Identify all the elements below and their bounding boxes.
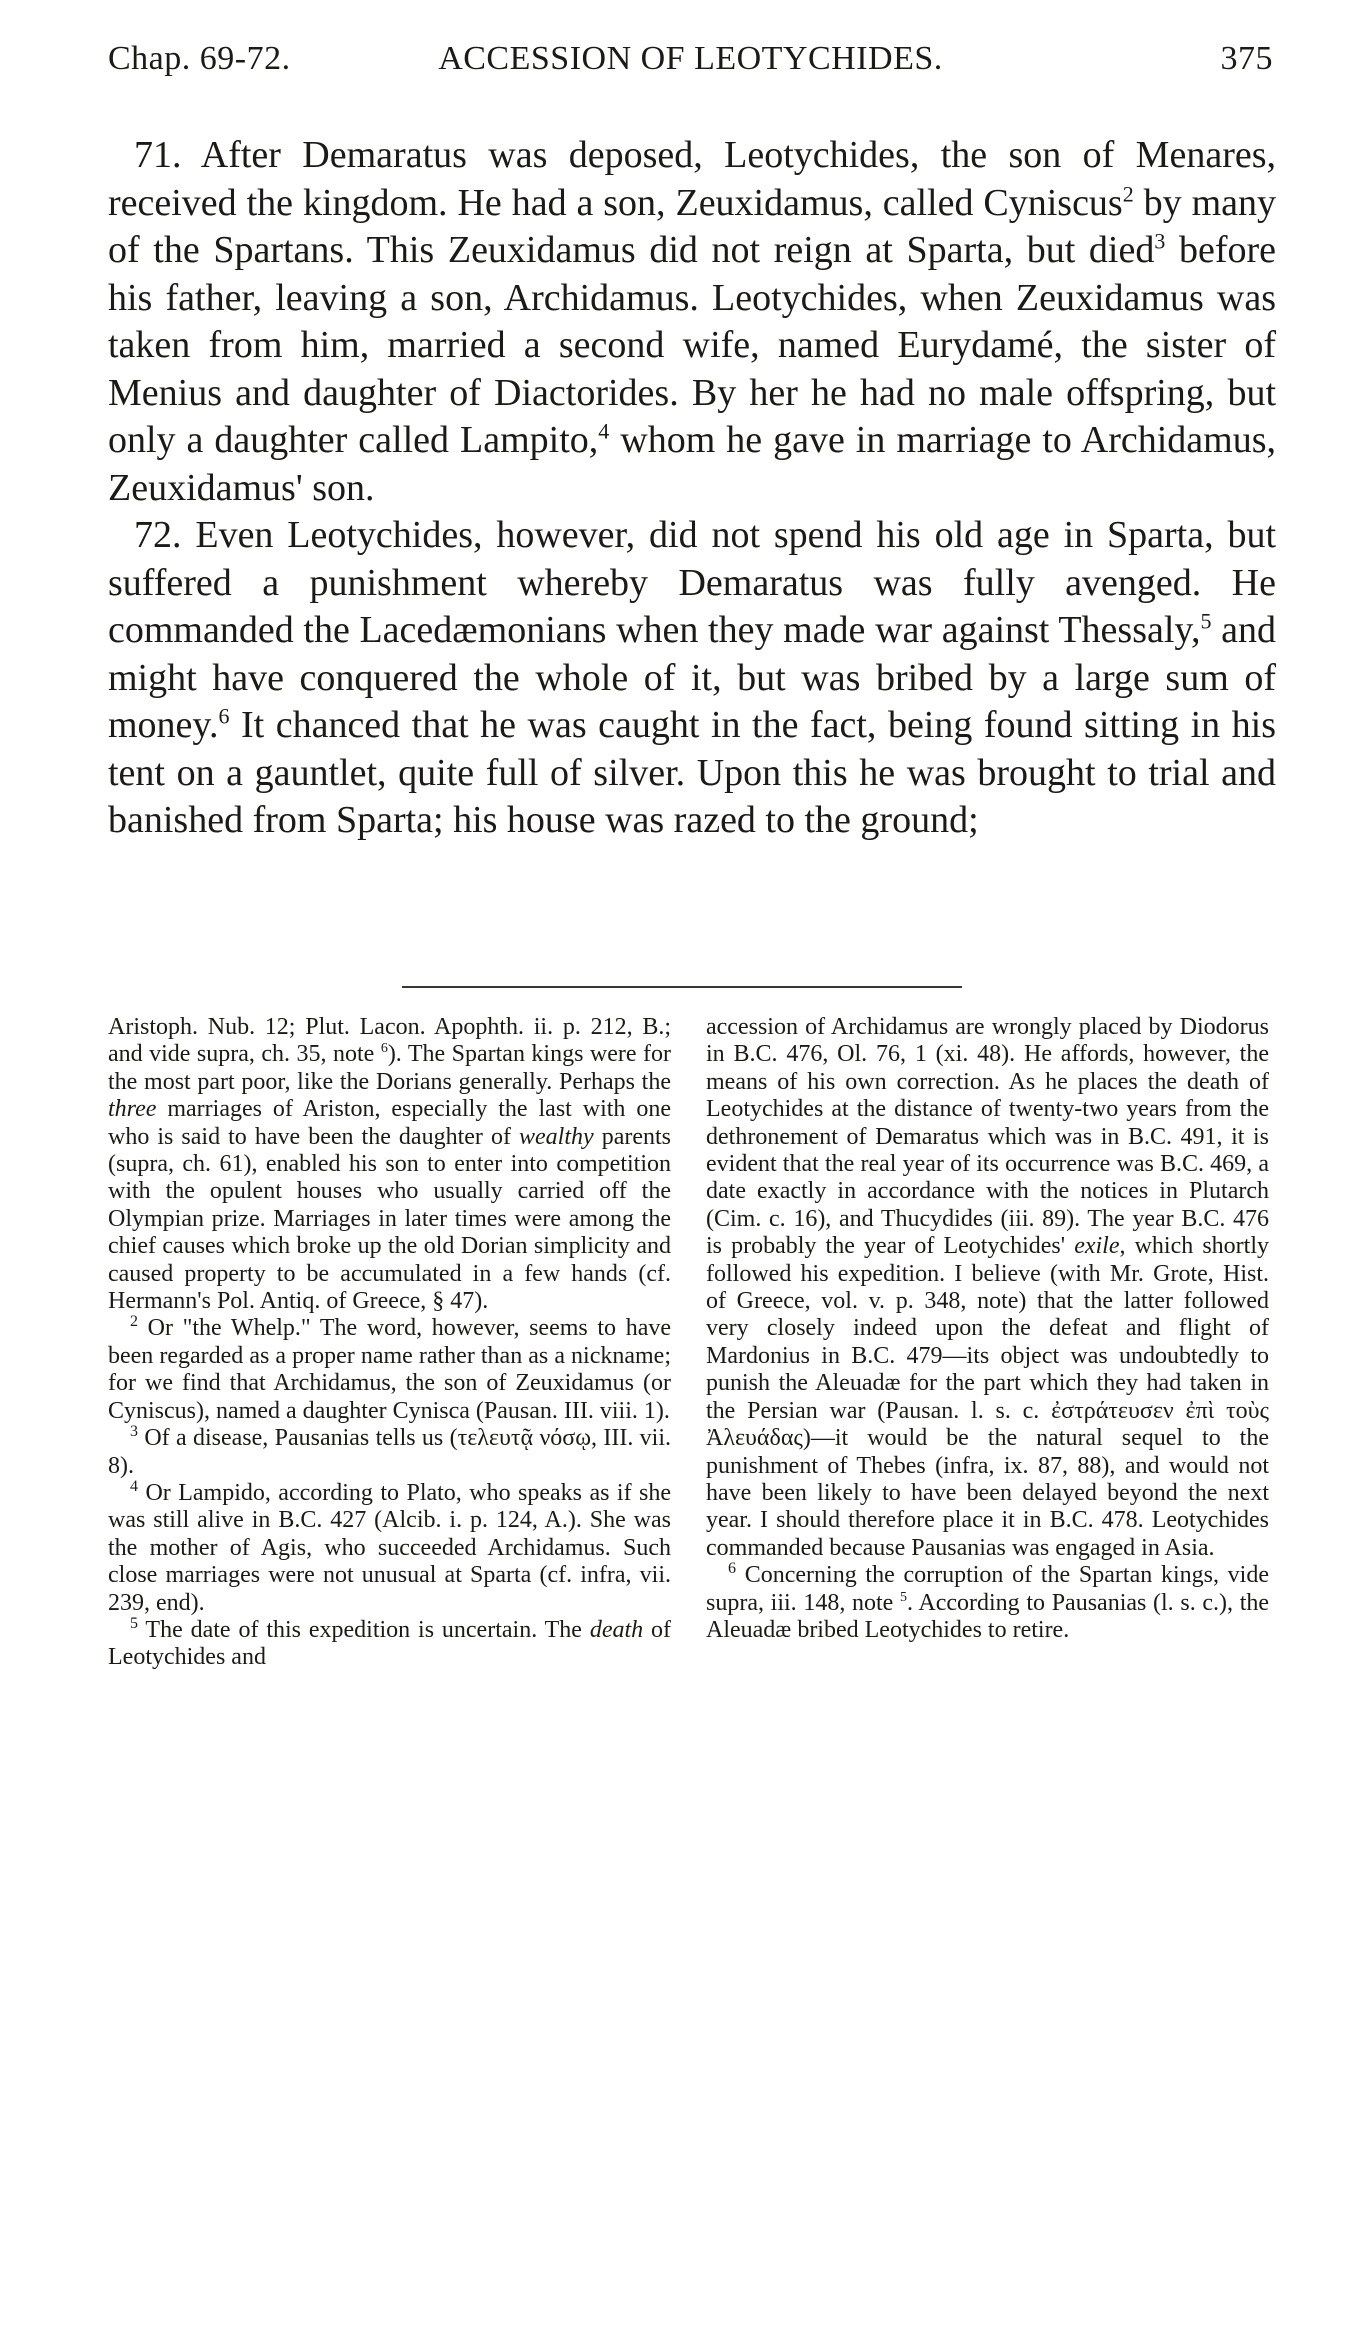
footnote-ref-5: 5 (1200, 608, 1212, 634)
running-head (108, 40, 1273, 90)
footnote-ref-2: 2 (1122, 180, 1134, 206)
footnote-ref-4: 4 (598, 418, 610, 444)
footnote-divider (402, 986, 962, 988)
page-heading: ACCESSION OF LEOTYCHIDES. (438, 40, 943, 77)
paragraph-71: 71. After Demaratus was deposed, Leotychides, the son of Menares, received the kingdom. He had a son, Zeuxidamus, called Cyniscus$^2$ by many of the Spartans. This Zeuxidamus did not reign at Sparta, but died$^3$ before his father, leaving a son, Archidamus. Leotychides, when Zeuxidamus was taken from him, married a second wife, named Eurydamé, the sister of Menius and daughter of Diactorides. By her he had no male offspring, but only a daughter called Lampito,$^4$ whom he gave in marriage to Archidamus, Zeuxidamus' son. (108, 134, 1277, 509)
main-text (108, 132, 1276, 845)
chapter-range: Chap. 69-72. (108, 40, 291, 77)
footnote-2: $^2$ Or "the Whelp." The word, however, seems to have been regarded as a proper name rather than as a nickname; for we find that Archidamus, the son of Zeuxidamus (or Cyniscus), named a daughter Cynisca (Pausan. III. viii. 1). (108, 1313, 671, 1424)
page-number: 375 (1220, 40, 1273, 77)
footnote-5: $^5$ The date of this expedition is uncertain. The death of Leotychides and (108, 1614, 671, 1671)
paragraph-72: 72. Even Leotychides, however, did not spend his old age in Sparta, but suffered a punishment whereby Demaratus was fully avenged. He commanded the Lacedæmonians when they made war against Thessaly,$^5$ and might have conquered the whole of it, but was bribed by a large sum of money.$^6$ It chanced that he was caught in the fact, being found sitting in his tent on a gauntlet, quite full of silver. Upon this he was brought to trial and banished from Sparta; his house was razed to the ground; (108, 514, 1277, 841)
footnote-ref-3: 3 (1154, 228, 1166, 254)
footnote-4: $^4$ Or Lampido, according to Plato, who speaks as if she was still alive in B.C. 427 (Alcib. i. p. 124, A.). She was the mother of Agis, who succeeded Archidamus. Such close marriages were not unusual at Sparta (cf. infra, vii. 239, end). (108, 1477, 671, 1616)
footnote-3: $^3$ Of a disease, Pausanias tells us (τελευτᾷ νόσῳ, III. vii. 8). (108, 1423, 671, 1479)
footnote-continuation: Aristoph. Nub. 12; Plut. Lacon. Apophth. ii. p. 212, B.; and vide supra, ch. 35, note $^6$). The Spartan kings were for the most part poor, like the Dorians generally. Perhaps the three marriages of Ariston, especially the last with one who is said to have been the daughter of wealthy parents (supra, ch. 61), enabled his son to enter into competition with the opulent houses who usually carried off the Olympian prize. Marriages in later times were among the chief causes which broke up the old Dorian simplicity and caused property to be accumulated in a few hands (cf. Hermann's Pol. Antiq. of Greece, § 47). (108, 1014, 672, 1315)
footnotes-left-column (108, 1014, 671, 1672)
footnote-5-continuation: accession of Archidamus are wrongly placed by Diodorus in B.C. 476, Ol. 76, 1 (xi. 48). He affords, however, the means of his own correction. As he places the death of Leotychides at the distance of twenty-two years from the dethronement of Demaratus which was in B.C. 491, it is evident that the real year of its occurrence was B.C. 469, a date exactly in accordance with the notices in Plutarch (Cim. c. 16), and Thucydides (iii. 89). The year B.C. 476 is probably the year of Leotychides' exile, which shortly followed his expedition. I believe (with Mr. Grote, Hist. of Greece, vol. v. p. 348, note) that the latter followed very closely indeed upon the defeat and flight of Mardonius in B.C. 479—its object was undoubtedly to punish the Aleuadæ for the part which they had taken in the Persian war (Pausan. l. s. c. ἐστράτευσεν ἐπὶ τοὺς Ἀλευάδας)—it would be the natural sequel to the punishment of Thebes (infra, ix. 87, 88), and would not have been likely to have been delayed beyond the next year. I should therefore place it in B.C. 478. Leotychides commanded because Pausanias was engaged in Asia. (706, 1014, 1270, 1561)
footnote-6: $^6$ Concerning the corruption of the Spartan kings, vide supra, iii. 148, note $^5$. According to Pausanias (l. s. c.), the Aleuadæ bribed Leotychides to retire. (706, 1560, 1270, 1643)
footnotes-right-column (706, 1014, 1269, 1644)
footnote-ref-6: 6 (218, 703, 230, 729)
